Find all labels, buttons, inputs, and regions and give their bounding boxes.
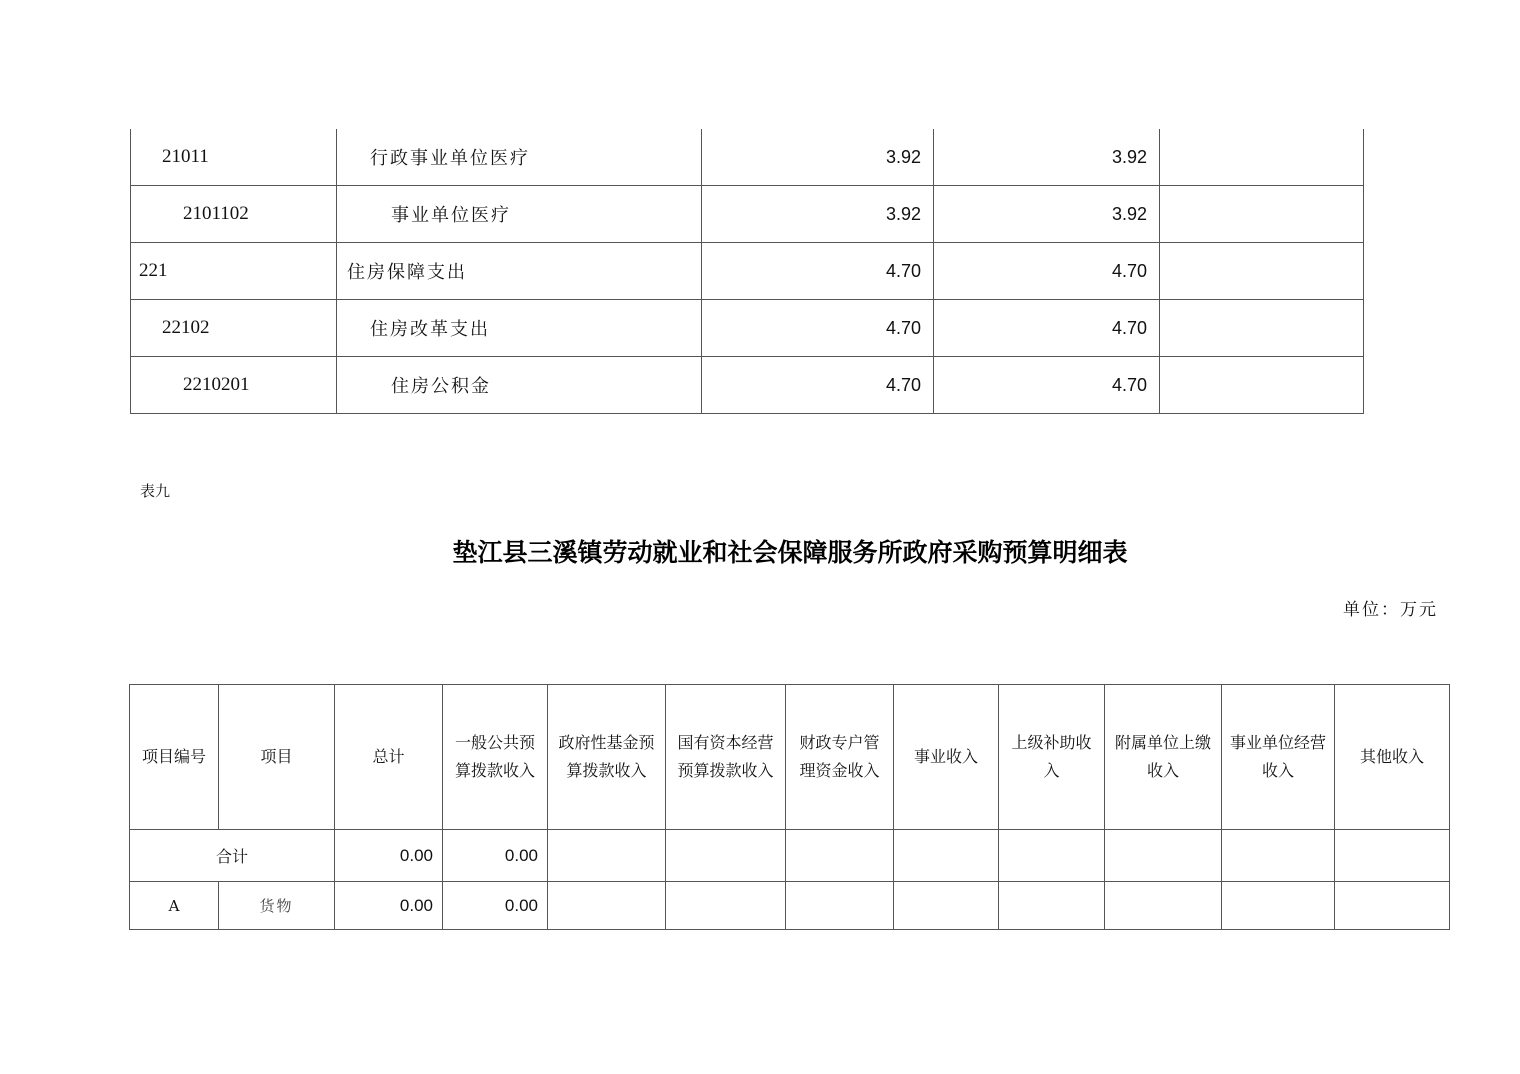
total-amount: 0.00 <box>335 882 443 930</box>
empty-cell <box>1160 300 1364 357</box>
empty-cell <box>894 882 999 930</box>
empty-cell <box>548 830 666 882</box>
table-row <box>131 129 1364 186</box>
empty-cell <box>1105 882 1222 930</box>
empty-cell <box>999 830 1105 882</box>
empty-cell <box>1160 243 1364 300</box>
table-row <box>131 300 1364 357</box>
empty-cell <box>1222 882 1335 930</box>
empty-cell <box>894 830 999 882</box>
item-code: A <box>130 882 219 930</box>
category-code: 221 <box>131 243 337 300</box>
category-code: 21011 <box>131 129 337 186</box>
category-code: 22102 <box>131 300 337 357</box>
table-row <box>131 186 1364 243</box>
column-header: 总计 <box>335 685 443 830</box>
category-name: 事业单位医疗 <box>337 186 702 243</box>
unit-label: 单位：万元 <box>1343 600 1438 620</box>
item-name: 货物 <box>219 882 335 930</box>
amount-cell: 3.92 <box>934 129 1160 186</box>
category-code: 2101102 <box>131 186 337 243</box>
amount-cell: 3.92 <box>934 186 1160 243</box>
amount-cell: 3.92 <box>702 129 934 186</box>
total-label: 合计 <box>130 830 335 882</box>
empty-cell <box>666 882 786 930</box>
table-row <box>131 357 1364 414</box>
table-row <box>131 243 1364 300</box>
amount-cell: 4.70 <box>702 357 934 414</box>
empty-cell <box>1105 830 1222 882</box>
column-header: 国有资本经营预算拨款收入 <box>666 685 786 830</box>
category-name: 住房保障支出 <box>337 243 702 300</box>
header-row <box>130 685 1450 830</box>
total-row <box>130 830 1450 882</box>
empty-cell <box>1160 186 1364 243</box>
general-budget-amount: 0.00 <box>443 882 548 930</box>
column-header: 一般公共预算拨款收入 <box>443 685 548 830</box>
empty-cell <box>1160 129 1364 186</box>
amount-cell: 4.70 <box>702 243 934 300</box>
empty-cell <box>786 830 894 882</box>
column-header: 财政专户管理资金收入 <box>786 685 894 830</box>
category-name: 行政事业单位医疗 <box>337 129 702 186</box>
empty-cell <box>999 882 1105 930</box>
column-header: 政府性基金预算拨款收入 <box>548 685 666 830</box>
general-budget-amount: 0.00 <box>443 830 548 882</box>
column-header: 项目 <box>219 685 335 830</box>
column-header: 其他收入 <box>1335 685 1450 830</box>
column-header: 上级补助收入 <box>999 685 1105 830</box>
amount-cell: 4.70 <box>934 243 1160 300</box>
category-name: 住房公积金 <box>337 357 702 414</box>
table-row <box>130 882 1450 930</box>
amount-cell: 4.70 <box>702 300 934 357</box>
column-header: 事业收入 <box>894 685 999 830</box>
empty-cell <box>1335 882 1450 930</box>
category-code: 2210201 <box>131 357 337 414</box>
column-header: 项目编号 <box>130 685 219 830</box>
expenditure-table <box>130 129 1364 414</box>
empty-cell <box>666 830 786 882</box>
amount-cell: 3.92 <box>702 186 934 243</box>
procurement-table <box>129 684 1450 930</box>
category-name: 住房改革支出 <box>337 300 702 357</box>
empty-cell <box>1335 830 1450 882</box>
total-amount: 0.00 <box>335 830 443 882</box>
empty-cell <box>1222 830 1335 882</box>
amount-cell: 4.70 <box>934 300 1160 357</box>
table-number-label: 表九 <box>140 482 171 500</box>
page-title: 垫江县三溪镇劳动就业和社会保障服务所政府采购预算明细表 <box>452 538 1128 567</box>
empty-cell <box>786 882 894 930</box>
column-header: 事业单位经营收入 <box>1222 685 1335 830</box>
amount-cell: 4.70 <box>934 357 1160 414</box>
empty-cell <box>548 882 666 930</box>
empty-cell <box>1160 357 1364 414</box>
column-header: 附属单位上缴收入 <box>1105 685 1222 830</box>
